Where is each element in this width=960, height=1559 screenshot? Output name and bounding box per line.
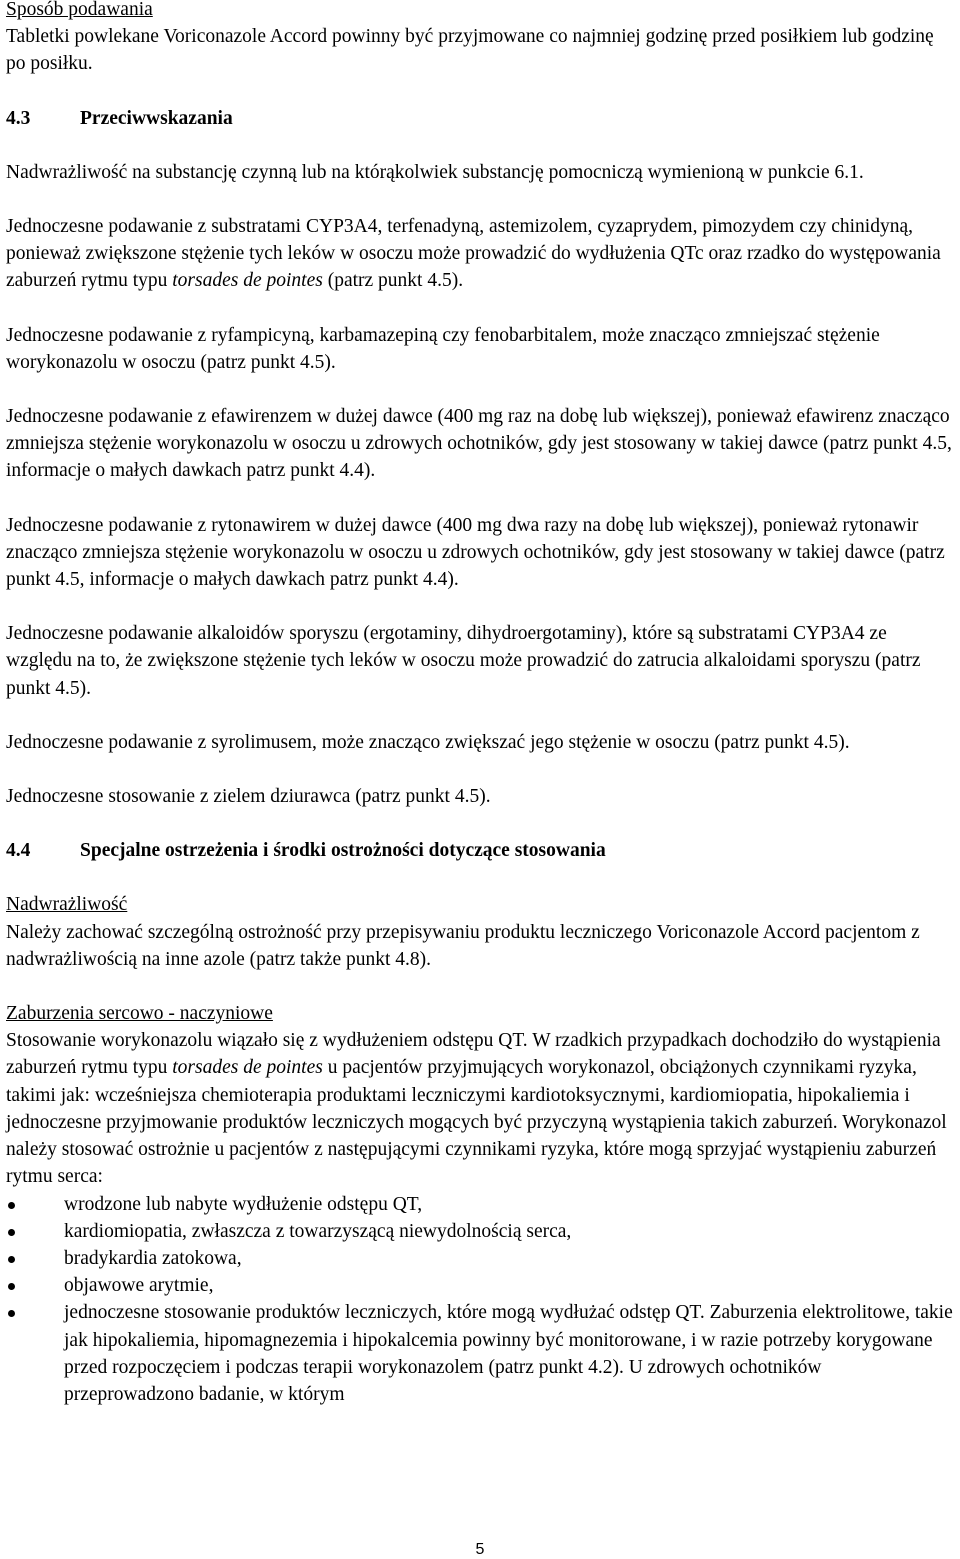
cardio-text-b: u pacjentów przyjmujących worykonazol, obciążonych czynnikami ryzyka, takimi jak: wcześniejsza chemioterapia produktami leczniczymi kardiotoksycznymi, kardiomiopatia, hipokaliemia i jednoczesne przyjmowanie produktów leczniczych mogących być przyczyną wystąpienia takich zaburzeń. Worykonazol należy stosować ostrożnie u pacjentów z następującymi czynnikami ryzyka, które mogą sprzyjać wystąpieniu zaburzeń rytmu serca: bbox=[6, 1057, 947, 1188]
bullet-icon bbox=[6, 1245, 64, 1272]
list-item-text: bradykardia zatokowa, bbox=[64, 1247, 242, 1269]
section-4-3-title: Przeciwwskazania bbox=[80, 107, 233, 129]
ritonavir-paragraph: Jednoczesne podawanie z rytonawirem w dużej dawce (400 mg dwa razy na dobę lub większej), ponieważ rytonawir znacząco zmniejsza stężenie worykonazolu w osoczu u zdrowych ochotników, gdy jest stosowany w takiej dawce (patrz punkt 4.5, informacje o małych dawkach patrz punkt 4.4). bbox=[6, 514, 945, 591]
list-item bbox=[6, 1191, 956, 1218]
list-item-text: jednoczesne stosowanie produktów leczniczych, które mogą wydłużać odstęp QT. Zaburzenia elektrolitowe, takie jak hipokaliemia, hipomagnezemia i hipokalcemia powinny być monitorowane, i w razie potrzeby korygowane przed rozpoczęciem i podczas terapii worykonazolem (patrz punkt 4.2). U zdrowych ochotników przeprowadzono badanie, w którym bbox=[64, 1302, 953, 1405]
bullet-icon bbox=[6, 1272, 64, 1299]
st-johns-wort-paragraph: Jednoczesne stosowanie z zielem dziurawca (patrz punkt 4.5). bbox=[6, 786, 491, 808]
hypersensitivity-paragraph: Nadwrażliwość na substancję czynną lub na którąkolwiek substancję pomocniczą wymienioną w punkcie 6.1. bbox=[6, 161, 864, 183]
section-4-4-heading bbox=[6, 837, 956, 864]
list-item-text: kardiomiopatia, zwłaszcza z towarzyszącą niewydolnością serca, bbox=[64, 1220, 572, 1242]
list-item bbox=[6, 1299, 956, 1408]
section-4-4-title: Specjalne ostrzeżenia i środki ostrożności dotyczące stosowania bbox=[80, 840, 606, 862]
hypersensitivity-warning-paragraph: Należy zachować szczególną ostrożność przy przepisywaniu produktu leczniczego Voriconazole Accord pacjentom z nadwrażliwością na inne azole (patrz także punkt 4.8). bbox=[6, 921, 920, 970]
cardiovascular-paragraph bbox=[6, 1027, 956, 1190]
dosing-heading: Sposób podawania bbox=[6, 0, 153, 20]
hypersensitivity-subheading: Nadwrażliwość bbox=[6, 894, 128, 916]
cyp3a4-text-b: (patrz punkt 4.5). bbox=[322, 270, 464, 292]
list-item bbox=[6, 1245, 956, 1272]
cyp3a4-italic-term: torsades de pointes bbox=[172, 270, 323, 292]
section-4-3-heading bbox=[6, 105, 956, 132]
rifampicin-paragraph: Jednoczesne podawanie z ryfampicyną, karbamazepiną czy fenobarbitalem, może znacząco zmniejszać stężenie worykonazolu w osoczu (patrz punkt 4.5). bbox=[6, 324, 880, 373]
list-item-text: objawowe arytmie, bbox=[64, 1275, 214, 1297]
section-4-3-number: 4.3 bbox=[6, 107, 31, 129]
bullet-icon bbox=[6, 1191, 64, 1218]
cardio-italic-term: torsades de pointes bbox=[172, 1057, 323, 1079]
page-number: 5 bbox=[475, 1541, 485, 1558]
document-page bbox=[6, 0, 956, 1408]
ergot-paragraph: Jednoczesne podawanie alkaloidów sporyszu (ergotaminy, dihydroergotaminy), które są substratami CYP3A4 ze względu na to, że zwiększone stężenie tych leków w osoczu może prowadzić do zatrucia alkaloidami sporyszu (patrz punkt 4.5). bbox=[6, 623, 921, 699]
cardio-text-a: Stosowanie worykonazolu wiązało się z wydłużeniem odstępu QT. W rzadkich przypadkach dochodziło do wystąpienia zaburzeń rytmu typu bbox=[6, 1030, 941, 1079]
risk-factor-list bbox=[6, 1191, 956, 1409]
bullet-icon bbox=[6, 1218, 64, 1245]
list-item bbox=[6, 1272, 956, 1299]
list-item-text: wrodzone lub nabyte wydłużenie odstępu QT, bbox=[64, 1193, 423, 1215]
cardiovascular-subheading: Zaburzenia sercowo - naczyniowe bbox=[6, 1003, 273, 1025]
section-4-4-number: 4.4 bbox=[6, 840, 31, 862]
sirolimus-paragraph: Jednoczesne podawanie z syrolimusem, może znacząco zwiększać jego stężenie w osoczu (patrz punkt 4.5). bbox=[6, 731, 850, 753]
cyp3a4-paragraph bbox=[6, 213, 956, 295]
efavirenz-paragraph: Jednoczesne podawanie z efawirenzem w dużej dawce (400 mg raz na dobę lub większej), ponieważ efawirenz znacząco zmniejsza stężenie worykonazolu w osoczu u zdrowych ochotników, gdy jest stosowany w takiej dawce (patrz punkt 4.5, informacje o małych dawkach patrz punkt 4.4). bbox=[6, 406, 952, 482]
list-item bbox=[6, 1218, 956, 1245]
bullet-icon bbox=[6, 1299, 64, 1326]
cyp3a4-text-a: Jednoczesne podawanie z substratami CYP3A4, terfenadyną, astemizolem, cyzaprydem, pimozydem czy chinidyną, ponieważ zwiększone stężenie tych leków w osoczu może prowadzić do wydłużenia QTc oraz rzadko do występowania zaburzeń rytmu typu bbox=[6, 216, 941, 292]
dosing-paragraph: Tabletki powlekane Voriconazole Accord powinny być przyjmowane co najmniej godzinę przed posiłkiem lub godzinę po posiłku. bbox=[6, 26, 934, 75]
